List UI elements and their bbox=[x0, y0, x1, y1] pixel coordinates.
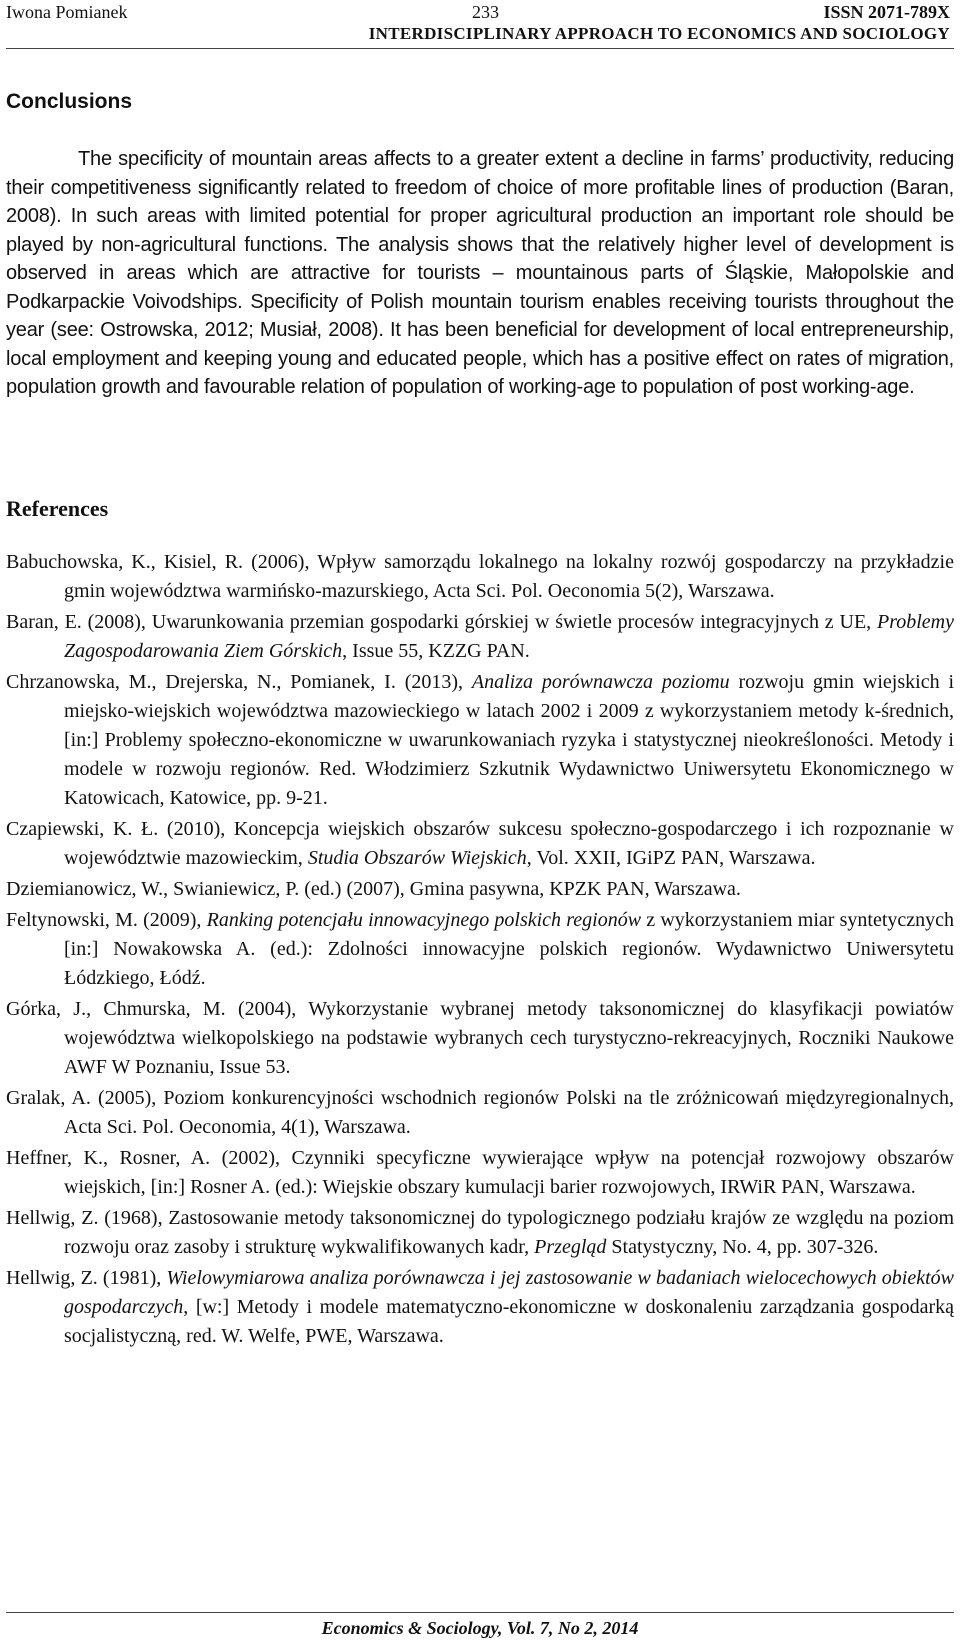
header-journal-title: INTERDISCIPLINARY APPROACH TO ECONOMICS AND SOCIOLOGY bbox=[368, 24, 950, 43]
references-list bbox=[6, 548, 954, 1353]
conclusions-paragraph: The specificity of mountain areas affects to a greater extent a decline in farms’ productivity, reducing their competitiveness significantly related to freedom of choice of more profitable lines of production (Baran, 2008). In such areas with limited potential for proper agricultural production an important role should be played by non-agricultural functions. The analysis shows that the relatively higher level of development is observed in areas which are attractive for tourists – mountainous parts of Śląskie, Małopolskie and Podkarpackie Voivodships. Specificity of Polish mountain tourism enables receiving tourists throughout the year (see: Ostrowska, 2012; Musiał, 2008). It has been beneficial for development of local entrepreneurship, local employment and keeping young and educated people, which has a positive effect on rates of migration, population growth and favourable relation of population of working-age to population of post working-age. bbox=[6, 148, 954, 398]
reference-item: Feltynowski, M. (2009), Ranking potencjału innowacyjnego polskich regionów z wykorzystaniem miar syntetycznych [in:] Nowakowska A. (ed.): Zdolności innowacyjne polskich regionów. Wydawnictwo Uniwersytetu Łódzkiego, Łódź. bbox=[6, 909, 955, 989]
header-divider bbox=[6, 48, 954, 49]
reference-item: Heffner, K., Rosner, A. (2002), Czynniki specyficzne wywierające wpływ na potencjał rozwojowy obszarów wiejskich, [in:] Rosner A. (ed.): Wiejskie obszary kumulacji barier rozwojowych, IRWiR PAN, Warszawa. bbox=[6, 1147, 954, 1198]
reference-item: Czapiewski, K. Ł. (2010), Koncepcja wiejskich obszarów sukcesu społeczno-gospodarczego i ich rozpoznanie w województwie mazowieckim, Studia Obszarów Wiejskich, Vol. XXII, IGiPZ PAN, Warszawa. bbox=[6, 818, 954, 869]
conclusions-heading: Conclusions bbox=[6, 90, 133, 113]
footer-divider bbox=[6, 1612, 954, 1613]
reference-item: Babuchowska, K., Kisiel, R. (2006), Wpływ samorządu lokalnego na lokalny rozwój gospodarczy na przykładzie gmin województwa warmińsko-mazurskiego, Acta Sci. Pol. Oeconomia 5(2), Warszawa. bbox=[6, 551, 954, 602]
page-footer: Economics & Sociology, Vol. 7, No 2, 2014 bbox=[321, 1618, 639, 1638]
reference-item: Hellwig, Z. (1968), Zastosowanie metody taksonomicznej do typologicznego podziału krajów ze względu na poziom rozwoju oraz zasoby i strukturę wykwalifikowanych kadr, Przegląd Statystyczny, No. 4, pp. 307-326. bbox=[6, 1207, 954, 1258]
header-issn: ISSN 2071-789X bbox=[823, 2, 950, 22]
references-heading: References bbox=[6, 496, 109, 521]
reference-item: Hellwig, Z. (1981), Wielowymiarowa analiza porównawcza i jej zastosowanie w badaniach wielocechowych obiektów gospodarczych, [w:] Metody i modele matematyczno-ekonomiczne w doskonaleniu zarządzania gospodarką socjalistyczną, red. W. Welfe, PWE, Warszawa. bbox=[6, 1267, 954, 1347]
page-header bbox=[6, 0, 950, 46]
reference-item: Gralak, A. (2005), Poziom konkurencyjności wschodnich regionów Polski na tle zróżnicowań międzyregionalnych, Acta Sci. Pol. Oeconomia, 4(1), Warszawa. bbox=[6, 1087, 954, 1138]
header-author: Iwona Pomianek bbox=[6, 2, 128, 22]
reference-item: Górka, J., Chmurska, M. (2004), Wykorzystanie wybranej metody taksonomicznej do klasyfikacji powiatów województwa wielkopolskiego na podstawie wybranych cech turystyczno-rekreacyjnych, Roczniki Naukowe AWF W Poznaniu, Issue 53. bbox=[6, 998, 954, 1078]
reference-item: Chrzanowska, M., Drejerska, N., Pomianek, I. (2013), Analiza porównawcza poziomu rozwoju gmin wiejskich i miejsko-wiejskich województwa mazowieckiego w latach 2002 i 2009 z wykorzystaniem metody k-średnich, [in:] Problemy społeczno-ekonomiczne w uwarunkowaniach ryzyka i statystycznej nieokreśloności. Metody i modele w rozwoju regionów. Red. Włodzimierz Szkutnik Wydawnictwo Uniwersytetu Ekonomicznego w Katowicach, Katowice, pp. 9-21. bbox=[6, 671, 954, 809]
header-page-number: 233 bbox=[472, 2, 499, 22]
reference-item: Baran, E. (2008), Uwarunkowania przemian gospodarki górskiej w świetle procesów integracyjnych z UE, Problemy Zagospodarowania Ziem Górskich, Issue 55, KZZG PAN. bbox=[6, 611, 954, 662]
reference-item: Dziemianowicz, W., Swianiewicz, P. (ed.) (2007), Gmina pasywna, KPZK PAN, Warszawa. bbox=[6, 878, 741, 900]
